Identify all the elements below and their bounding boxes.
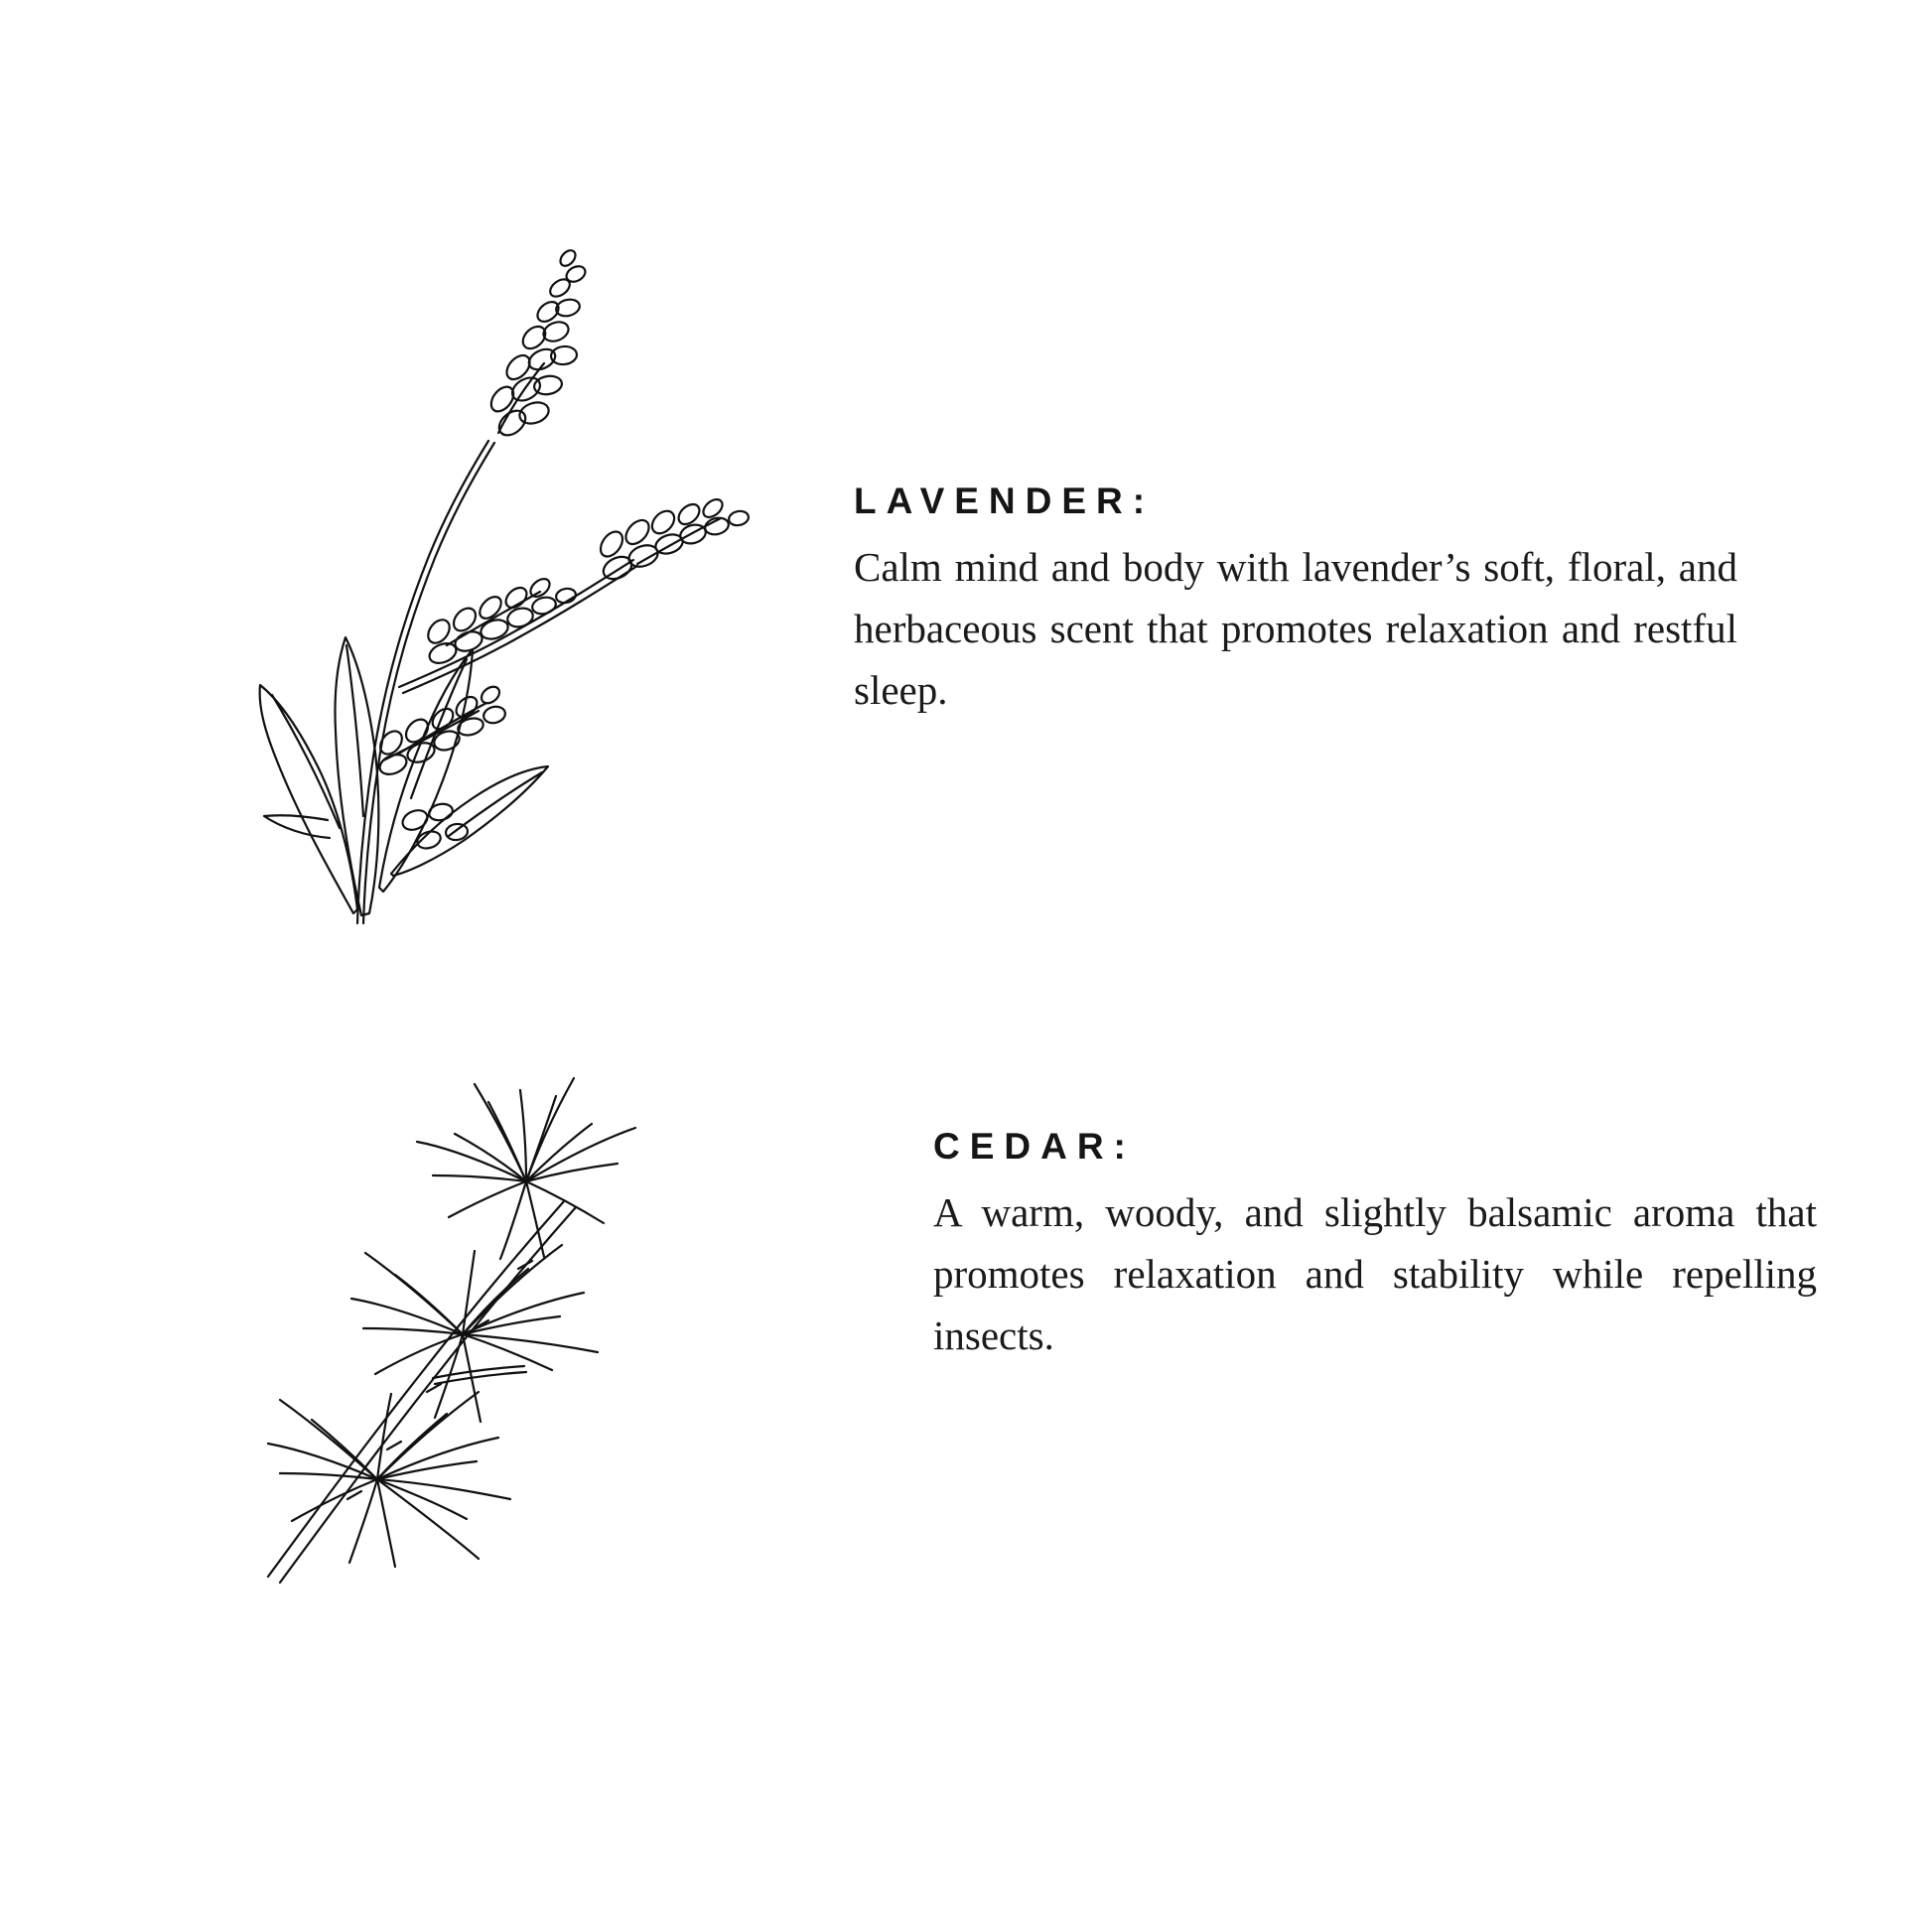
lavender-sprig-illustration (149, 228, 764, 943)
cedar-heading: CEDAR: (933, 1126, 1136, 1167)
ingredient-entry-cedar (228, 983, 1817, 1598)
lavender-text-block (854, 482, 1737, 722)
cedar-text-block (933, 1127, 1817, 1367)
lavender-description: Calm mind and body with lavender’s soft, floral, and herbaceous scent that promotes relaxation and restful sleep. (854, 543, 1737, 714)
cedar-branch-illustration (228, 983, 755, 1598)
cedar-description: A warm, woody, and slightly balsamic aroma that promotes relaxation and stability while repelling insects. (933, 1188, 1817, 1359)
lavender-heading: LAVENDER: (854, 481, 1156, 521)
ingredient-entry-lavender (149, 228, 1737, 943)
